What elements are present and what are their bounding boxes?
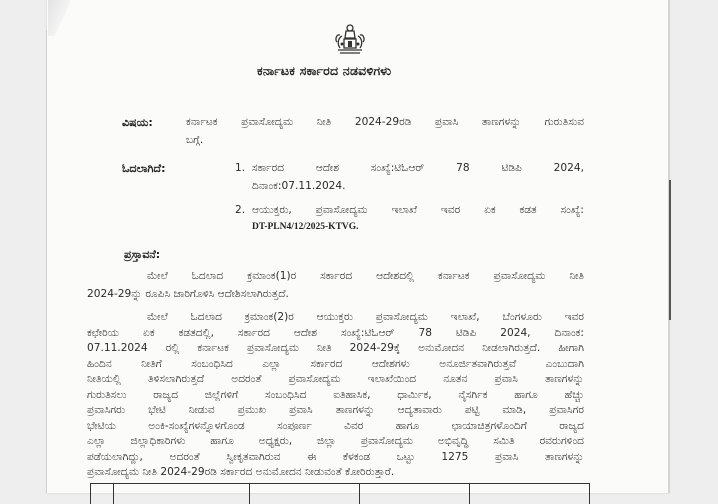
reference-1-line-2: ದಿನಾಂಕ:07.11.2024. [252,180,346,192]
page-corner-fold [48,0,70,36]
karnataka-emblem-icon [330,22,370,56]
reference-2-file-number: DT-PLN4/12/2025-KTVG. [252,222,359,232]
preamble-para2-line: ಭೇಟಿಯ ಅಂಕಿ-ಸಂಖ್ಯೆಗಳನ್ನೊಳಗೊಂಡ ಸಂಪೂರ್ಣ ವಿವರ ಹಾಗೂ ಛಾಯಾಚಿತ್ರಗಳೊಂದಿಗೆ ರಾಜ್ಯದ [87,419,584,432]
document-heading: ಕರ್ನಾಟಕ ಸರ್ಕಾರದ ನಡವಳಿಗಳು [257,63,392,78]
preamble-para2-line: ಪಡೆಯಲಾಗಿದ್ದು, ಅದರಂತೆ ಸ್ವೀಕೃತವಾಗಿರುವ ಈ ಕೆಳಕಂಡ ಒಟ್ಟು 1275 ಪ್ರವಾಸಿ ತಾಣಗಳನ್ನು [87,450,584,463]
reference-2-line-1: ಆಯುಕ್ತರು, ಪ್ರವಾಸೋದ್ಯಮ ಇಲಾಖೆ ಇವರ ಏಕ ಕಡತ ಸಂಖ್ಯೆ: [252,204,584,216]
preamble-label: ಪ್ರಸ್ತಾವನೆ: [124,248,161,261]
table-column-divider [249,484,250,504]
subject-label: ವಿಷಯ: [122,116,153,129]
subject-line-1: ಕರ್ನಾಟಕ ಪ್ರವಾಸೋದ್ಯಮ ನೀತಿ 2024-29ರಡಿ ಪ್ರವಾಸಿ ತಾಣಗಳನ್ನು ಗುರುತಿಸುವ [186,116,584,128]
page-left-edge [46,30,47,493]
preamble-para2-line: ಗುರುತಿಸಲು ರಾಜ್ಯದ ಜಿಲ್ಲೆಗಳಿಗೆ ಸಂಬಂಧಿಸಿದ ಐತಿಹಾಸಿಕ, ಧಾರ್ಮಿಕ, ನೈಸರ್ಗಿಕ ಹಾಗೂ ಹೆಚ್ಚು [87,388,584,401]
references-label: ಓದಲಾಗಿದೆ: [122,162,166,175]
reference-1-line-1: ಸರ್ಕಾರದ ಆದೇಶ ಸಂಖ್ಯೆ:ಟಿಓಆರ್ 78 ಟಿಡಿಪಿ 2024, [252,162,584,174]
tourist-places-table [90,483,590,504]
table-column-divider [359,484,360,504]
preamble-para2-line: ಮೇಲೆ ಓದಲಾದ ಕ್ರಮಾಂಕ(2)ರ ಆಯುಕ್ತರು ಪ್ರವಾಸೋದ್ಯಮ ಇಲಾಖೆ, ಬೆಂಗಳೂರು ಇವರ [147,311,584,323]
preamble-para2-line: ಹಿಂದಿನ ನೀತಿಗೆ ಸಂಬಂಧಿಸಿದ ಎಲ್ಲಾ ಸರ್ಕಾರದ ಆದೇಶಗಳು ಅನೂರ್ಜಿತವಾಗಿರುತ್ತವೆ ಎಂಬುದಾಗಿ [87,357,584,370]
table-column-divider [469,484,470,504]
preamble-para2-line: ಎಲ್ಲಾ ಜಿಲ್ಲಾಧಿಕಾರಿಗಳು ಹಾಗೂ ಅಧ್ಯಕ್ಷರು, ಜಿಲ್ಲಾ ಪ್ರವಾಸೋದ್ಯಮ ಅಭಿವೃದ್ಧಿ ಸಮಿತಿ ರವರುಗಳಿಂದ [87,435,584,447]
preamble-para2-line: ಕಛೇರಿಯ ಏಕ ಕಡತದಲ್ಲಿ, ಸರ್ಕಾರದ ಆದೇಶ ಸಂಖ್ಯೆ:ಟಿಓಆರ್ 78 ಟಿಡಿಪಿ 2024, ದಿನಾಂಕ: [87,326,584,339]
preamble-para2-line: ಪ್ರವಾಸಿಗರು ಭೇಟಿ ನೀಡುವ ಪ್ರಮುಖ ಪ್ರವಾಸಿ ತಾಣಗಳನ್ನು ಆದ್ಯತಾವಾರು ಪಟ್ಟಿ ಮಾಡಿ, ಪ್ರವಾಸಿಗರ [87,404,584,416]
preamble-para1-line: 2024-29ನ್ನು ರೂಪಿಸಿ ಜಾರಿಗೊಳಿಸಿ ಆದೇಶಿಸಲಾಗಿರುತ್ತದೆ. [87,288,289,300]
subject-line-2: ಬಗ್ಗೆ. [186,134,204,146]
preamble-para2-line: ಪ್ರವಾಸೋದ್ಯಮ ನೀತಿ 2024-29ರಡಿ ಸರ್ಕಾರದ ಅನುಮೋದನ ನೀಡುವಂತೆ ಕೋರಿರುತ್ತಾರೆ. [87,466,395,478]
table-column-divider [113,484,114,504]
preamble-para2-line: 07.11.2024 ರಲ್ಲಿ ಕರ್ನಾಟಕ ಪ್ರವಾಸೋದ್ಯಮ ನೀತಿ 2024-29ಕ್ಕೆ ಅನುಮೋದನ ನೀಡಲಾಗಿರುತ್ತದೆ. ಹೀಗಾಗಿ [87,342,584,354]
page-binding-shadow [669,180,671,320]
reference-2-number: 2. [235,204,246,216]
preamble-para2-line: ನೀತಿಯಲ್ಲಿ ತಿಳಿಸಲಾಗಿರುತ್ತದೆ ಅದರಂತೆ ಪ್ರವಾಸೋದ್ಯಮ ಇಲಾಖೆಯಿಂದ ನೂತನ ಪ್ರವಾಸಿ ತಾಣಗಳನ್ನು [87,373,584,385]
preamble-para1-line: ಮೇಲೆ ಓದಲಾದ ಕ್ರಮಾಂಕ(1)ರ ಸರ್ಕಾರದ ಆದೇಶದಲ್ಲಿ ಕರ್ನಾಟಕ ಪ್ರವಾಸೋದ್ಯಮ ನೀತಿ [147,270,584,282]
reference-1-number: 1. [235,162,246,174]
